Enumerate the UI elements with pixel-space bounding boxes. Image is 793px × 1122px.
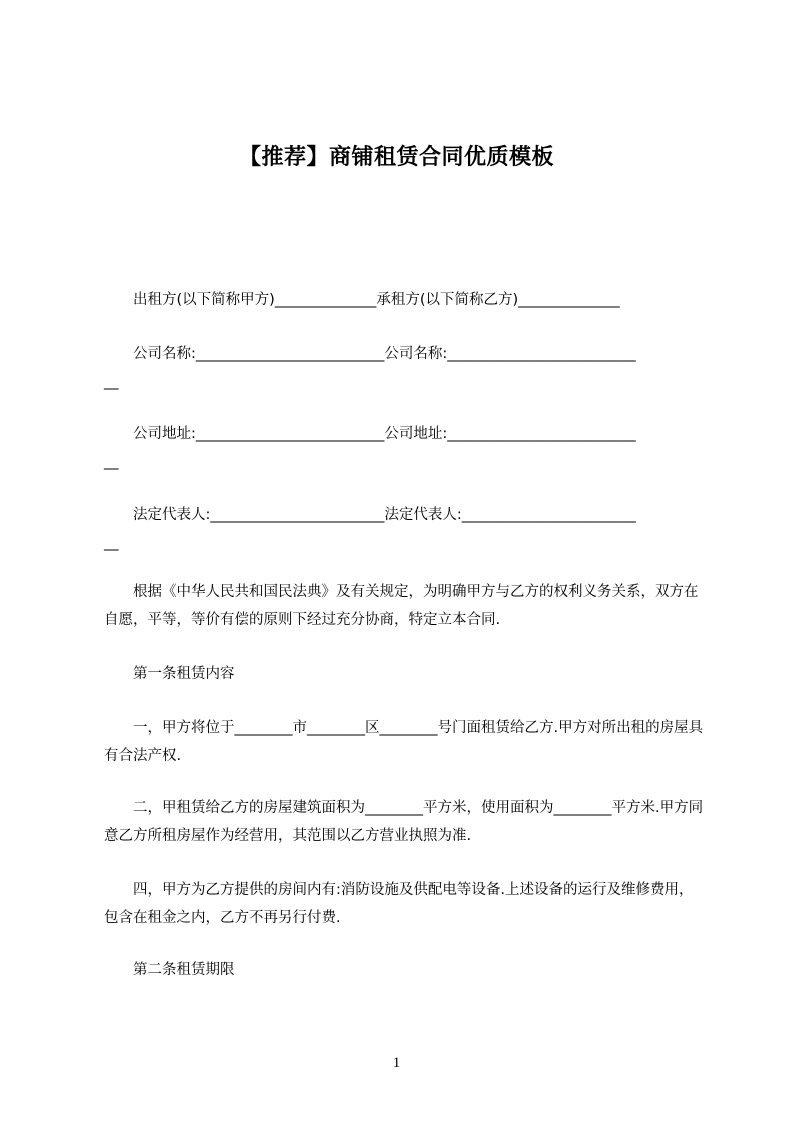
document-title: 【推荐】商铺租赁合同优质模板 <box>238 145 554 170</box>
company-name-line: 公司名称:__________________________公司名称:__________________________ <box>104 346 636 362</box>
parties-line: 出租方(以下简称甲方)______________承租方(以下简称乙方)______________ <box>104 292 620 308</box>
legal-rep-tail: __ <box>104 535 119 551</box>
legal-rep-line: 法定代表人:________________________法定代表人:________________________ <box>104 507 636 523</box>
clause-2: 二，甲租赁给乙方的房屋建筑面积为________平方米，使用面积为________平方米.甲方同意乙方所租房屋作为经营用，其范围以乙方营业执照为准. <box>104 800 704 844</box>
company-address-tail: __ <box>104 454 119 470</box>
clause-1: 一，甲方将位于________市________区________号门面租赁给乙方.甲方对所出租的房屋具有合法产权. <box>104 720 704 764</box>
company-address-line: 公司地址:__________________________公司地址:__________________________ <box>104 426 636 442</box>
article-1-title: 第一条租赁内容 <box>104 666 235 682</box>
company-name-tail: __ <box>104 374 119 390</box>
page-number: 1 <box>392 1055 401 1071</box>
intro-paragraph: 根据《中华人民共和国民法典》及有关规定，为明确甲方与乙方的权利义务关系，双方在自愿，平等，等价有偿的原则下经过充分协商，特定立本合同. <box>104 584 699 628</box>
clause-4: 四，甲方为乙方提供的房间内有:消防设施及供配电等设备.上述设备的运行及维修费用，包含在租金之内，乙方不再另行付费. <box>104 882 694 926</box>
article-2-title: 第二条租赁期限 <box>104 962 235 978</box>
